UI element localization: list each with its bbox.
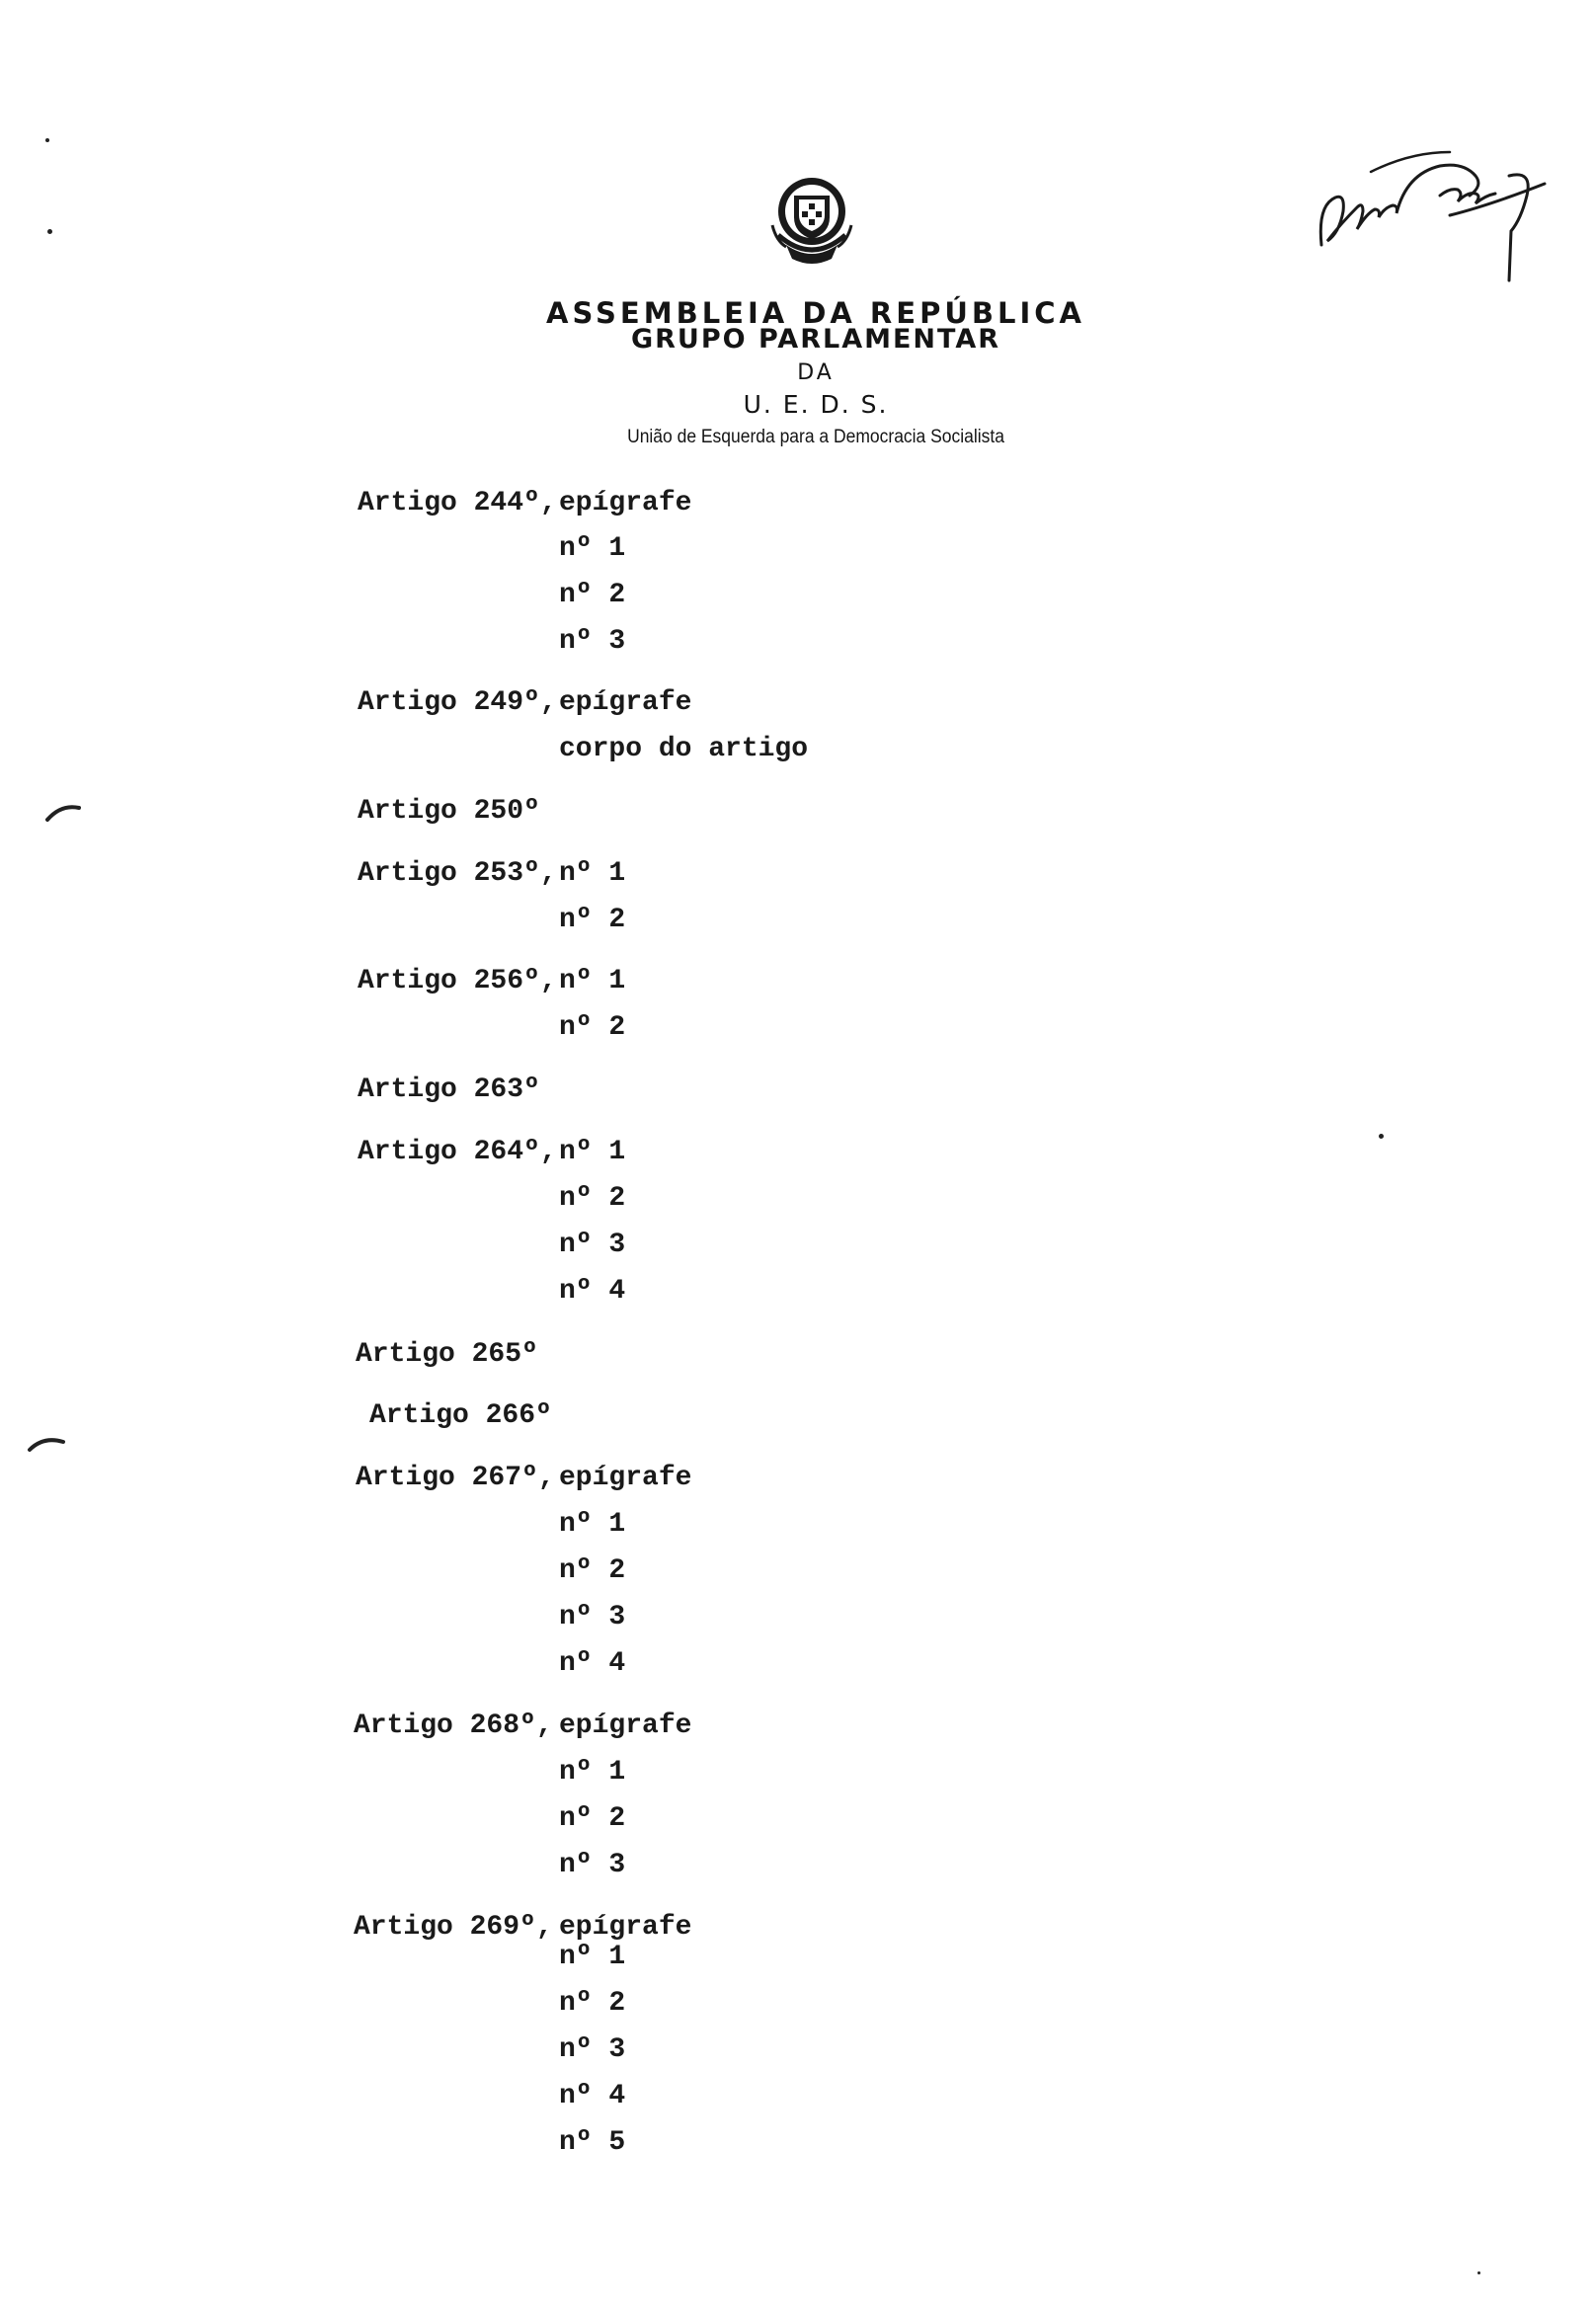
article-label: Artigo 268º, <box>354 1710 553 1741</box>
article-item: nº 1 <box>559 533 626 564</box>
article-label: Artigo 250º <box>358 796 540 827</box>
article-item: nº 1 <box>559 1942 626 1972</box>
article-label: Artigo 265º <box>356 1339 538 1370</box>
article-label: Artigo 269º, <box>354 1912 553 1943</box>
article-item: nº 3 <box>559 1230 626 1260</box>
article-item: nº 2 <box>559 1183 626 1214</box>
article-label: Artigo 267º, <box>356 1463 555 1493</box>
punch-hole-mark <box>43 796 93 826</box>
party-full-name: União de Esquerda para a Democracia Socialista <box>627 427 1004 447</box>
article-item: nº 2 <box>559 1803 626 1834</box>
party-abbreviation: U. E. D. S. <box>743 390 889 419</box>
scan-speck <box>1477 2271 1480 2274</box>
article-item: nº 2 <box>559 1555 626 1586</box>
article-label: Artigo 249º, <box>358 687 557 718</box>
article-item: epígrafe <box>559 687 692 718</box>
article-item: nº 4 <box>559 2081 626 2111</box>
article-item: nº 2 <box>559 1988 626 2019</box>
article-label: Artigo 263º <box>358 1074 540 1105</box>
article-item: nº 1 <box>559 858 626 889</box>
article-item: epígrafe <box>559 1463 692 1493</box>
article-item: epígrafe <box>559 488 692 518</box>
article-item: nº 3 <box>559 1602 626 1632</box>
article-item: nº 2 <box>559 1012 626 1043</box>
scan-speck <box>47 229 52 234</box>
article-item: epígrafe <box>559 1710 692 1741</box>
scan-speck <box>45 138 49 142</box>
institution-title: ASSEMBLEIA DA REPÚBLICA <box>546 296 1085 330</box>
article-label: Artigo 244º, <box>358 488 557 518</box>
article-item: nº 4 <box>559 1648 626 1679</box>
article-label: Artigo 264º, <box>358 1137 557 1167</box>
article-item: nº 3 <box>559 1850 626 1880</box>
group-title: GRUPO PARLAMENTAR <box>630 324 1001 355</box>
article-item: nº 2 <box>559 580 626 610</box>
article-item: nº 3 <box>559 2034 626 2065</box>
article-item: nº 1 <box>559 966 626 996</box>
article-item: nº 1 <box>559 1509 626 1540</box>
article-label: Artigo 256º, <box>358 966 557 996</box>
article-item: nº 1 <box>559 1137 626 1167</box>
article-item: epígrafe <box>559 1912 692 1943</box>
article-item: nº 1 <box>559 1757 626 1788</box>
article-label: Artigo 253º, <box>358 858 557 889</box>
article-item: nº 3 <box>559 626 626 657</box>
scan-speck <box>1379 1134 1384 1139</box>
punch-hole-mark <box>26 1428 75 1458</box>
article-item: corpo do artigo <box>559 734 809 764</box>
article-item: nº 2 <box>559 905 626 935</box>
article-item: nº 4 <box>559 1276 626 1307</box>
article-label: Artigo 266º <box>369 1400 552 1431</box>
article-item: nº 5 <box>559 2127 626 2158</box>
group-connector: DA <box>797 360 835 385</box>
